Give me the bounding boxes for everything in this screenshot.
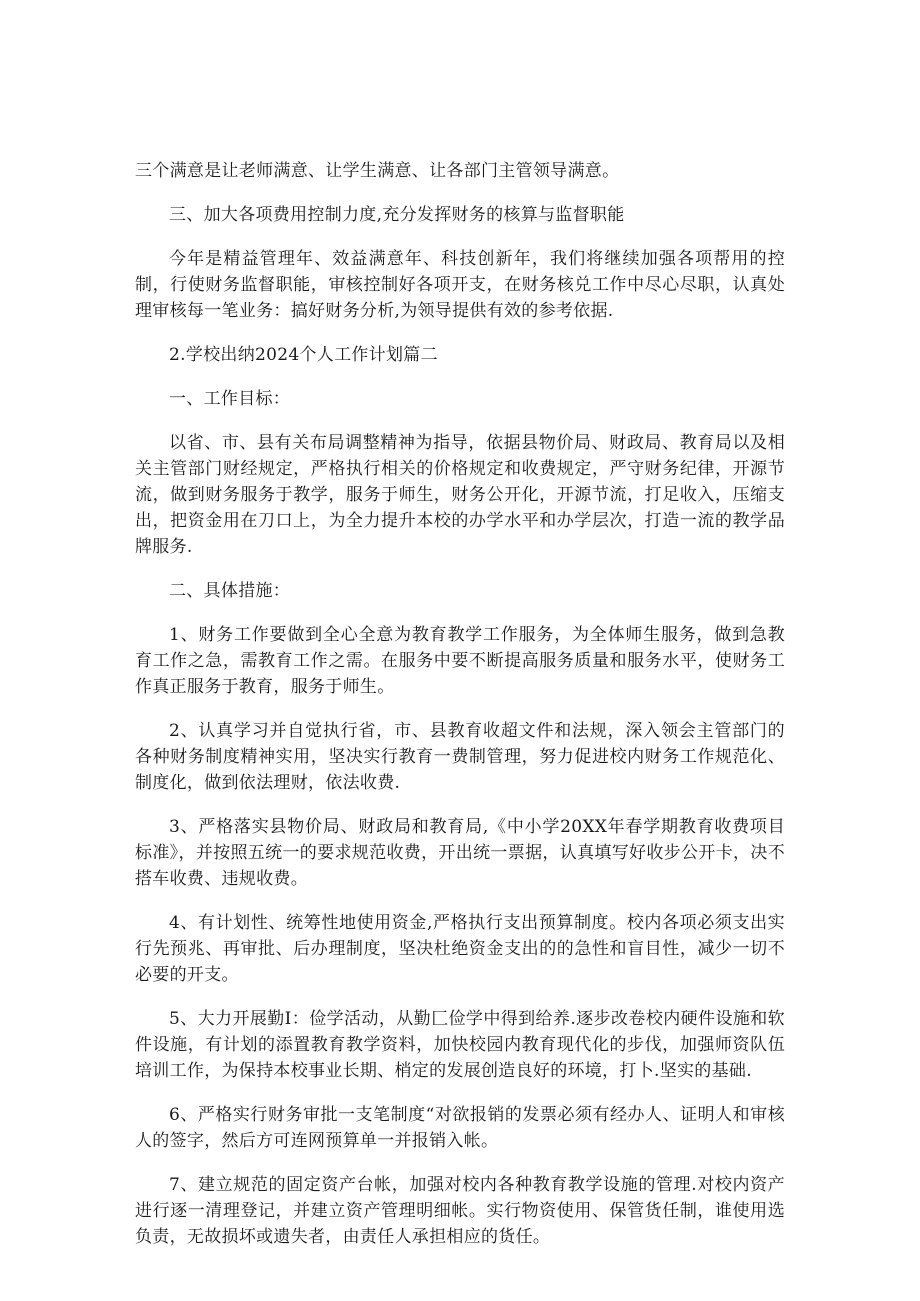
document-body	[135, 158, 785, 1268]
measure-item-1: 1、财务工作要做到全心全意为教育教学工作服务，为全体师生服务，做到急教育工作之急，需教育工作之需。在服务中要不断提高服务质量和服务水平，使财务工作真正服务于教育，服务于师生。	[135, 625, 785, 697]
measure-item-6: 6、严格实行财务审批一支笔制度“对欲报销的发票必须有经办人、证明人和审核人的签字，然后方可连网预算单一并报销入帐。	[135, 1105, 785, 1151]
section-heading-3: 三、加大各项费用控制力度,充分发挥财务的核算与监督职能	[169, 205, 625, 225]
measure-item-2: 2、认真学习并自觉执行省，市、县教育收超文件和法规，深入领会主管部门的各种财务制度精神实用，坚决实行教育一费制管理，努力促进校内财务工作规范化、制度化，做到依法理财，依法收费.	[135, 721, 785, 793]
paragraph-goals: 以省、市、县有关布局调整精神为指导，依据县物价局、财政局、教育局以及相关主管部门财经规定，严格执行相关的价格规定和收费规定，严守财务纪律，开源节流，做到财务服务于教学，服务于师生，财务公开化，开源节流，打足收入，压缩支出，把资金用在刀口上，为全力提升本校的办学水平和办学层次，打造一流的教学品牌服务.	[135, 433, 785, 557]
measure-item-5: 5、大力开展勤I：俭学活动，从勤匚俭学中得到给养.逐步改卷校内硬件设施和软件设施，有计划的添置教育教学资料，加快校园内教育现代化的步伐，加强师资队伍培训工作，为保持本校事业长期、梢定的发展创造良好的环境，打卜.坚实的基础.	[135, 1009, 785, 1081]
section-heading-goals: 一、工作目标：	[169, 389, 291, 409]
article-title-2: 2.学校出纳2024个人工作计划篇二	[169, 345, 438, 365]
measure-item-4: 4、有计划性、统筹性地使用资金,严格执行支出预算制度。校内各项必须支出实行先预兆、再审批、后办理制度，坚决杜绝资金支出的的急性和盲目性，减少一切不必要的开支。	[135, 913, 785, 985]
measure-item-7: 7、建立规范的固定资产台帐，加强对校内各种教育教学设施的管理.对校内资产进行逐一清理登记，并建立资产管理明细帐。实行物资使用、保管货任制，谁使用选负责，无故损坏或遗失者，由责任人承担相应的货任。	[135, 1175, 785, 1247]
paragraph-this-year: 今年是精益管理年、效益满意年、科技创新年，我们将继续加强各项帮用的控制，行使财务监督职能，审核控制好各项开支，在财务核兑工作中尽心尽职，认真处理审核每一笔业务：搞好财务分析,为领导提供有效的参考依据.	[135, 249, 785, 321]
measure-item-3: 3、严格落实县物价局、财政局和教育局,《中小学20XX年春学期教育收费项目标准》，并按照五统一的要求规范收费，开出统一票据，认真填写好收步公开卡，决不搭车收费、违规收费。	[135, 817, 785, 889]
section-heading-measures: 二、具体措施：	[169, 581, 291, 601]
paragraph-three-satisfactions: 三个满意是让老师满意、让学生满意、让各部门主管领导满意。	[135, 161, 620, 181]
